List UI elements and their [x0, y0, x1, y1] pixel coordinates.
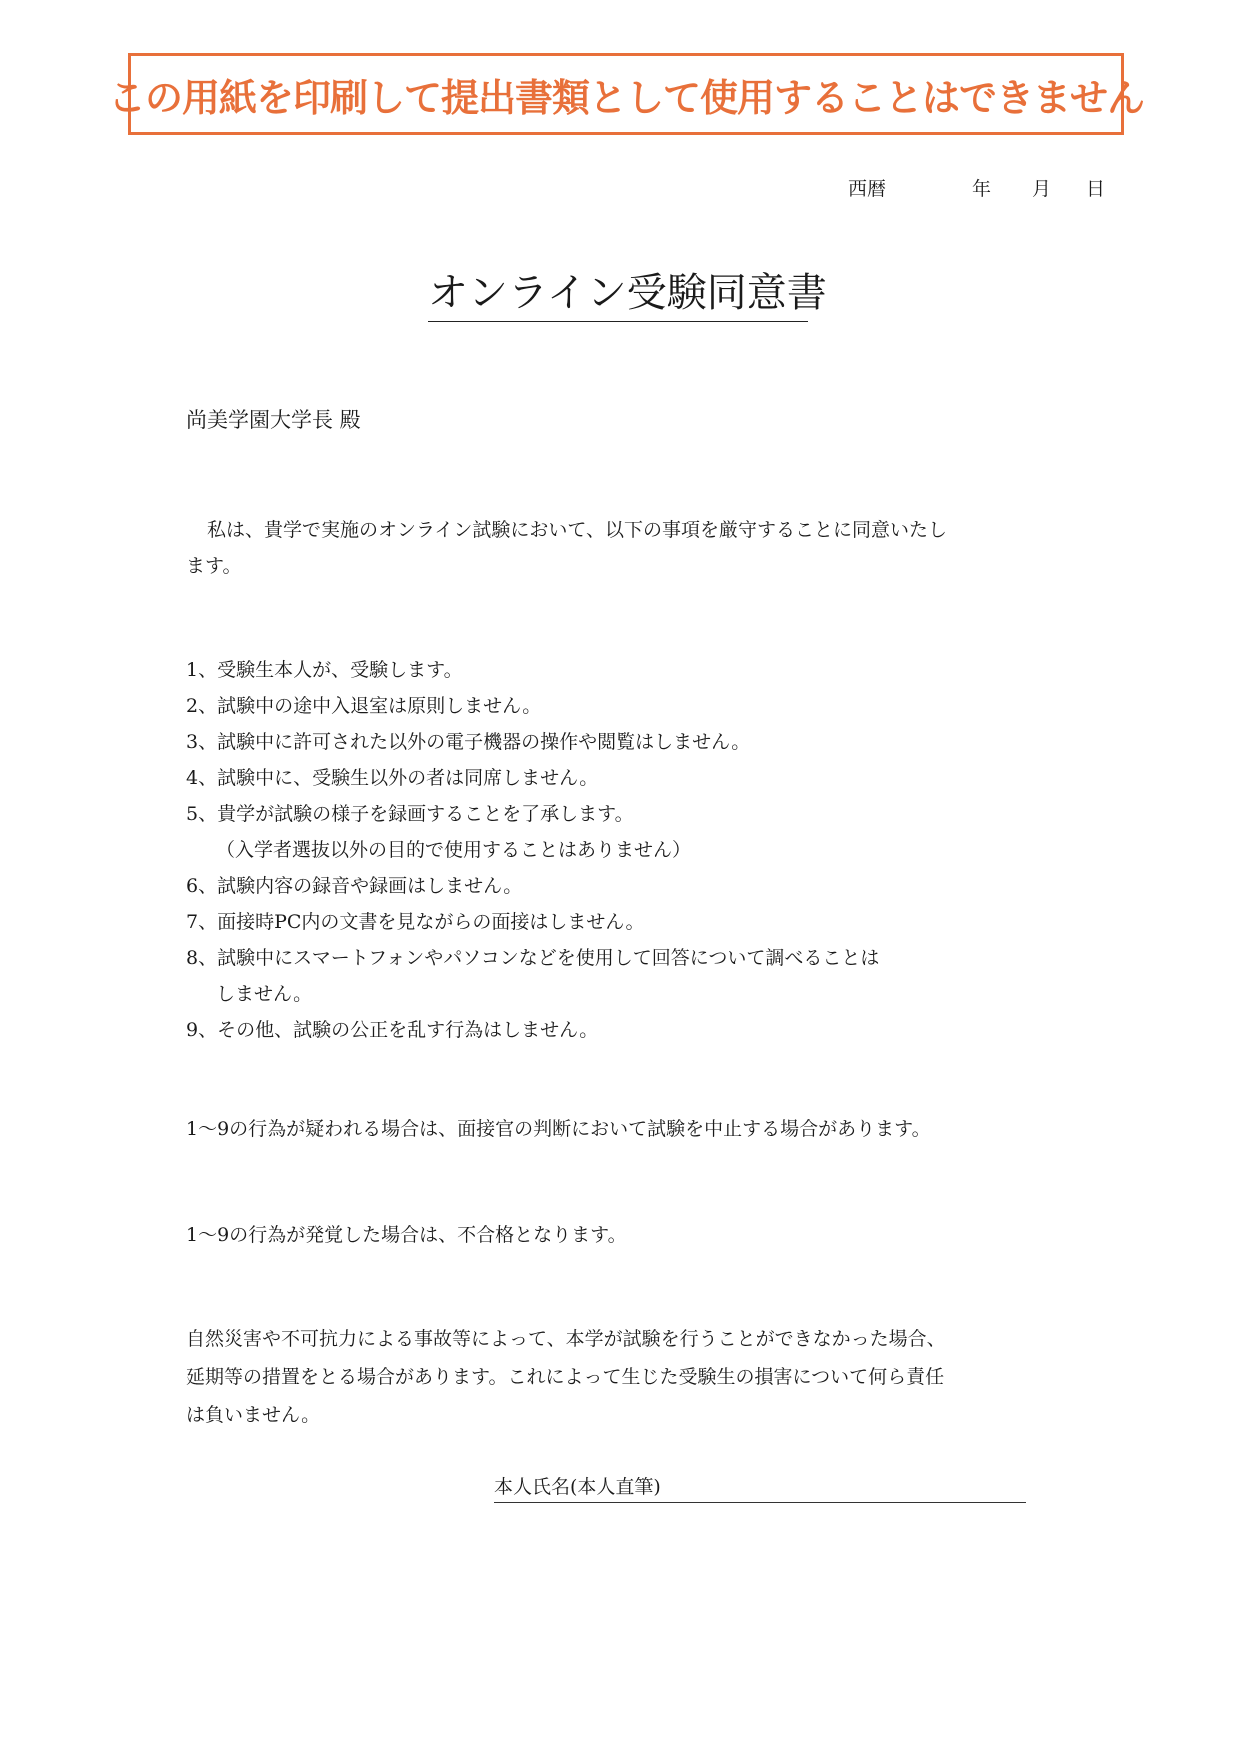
suspicion-note-text: 1～9の行為が疑われる場合は、面接官の判断において試験を中止する場合があります。 [186, 1118, 931, 1140]
disaster-note-line-2: 延期等の措置をとる場合があります。これによって生じた受験生の損害について何ら責任 [186, 1366, 945, 1388]
title-underline [428, 321, 808, 322]
discovery-note-text: 1～9の行為が発覚した場合は、不合格となります。 [186, 1224, 627, 1246]
disaster-note [186, 1320, 1036, 1434]
intro-line-2: ます。 [186, 555, 242, 577]
document-title: オンライン受験同意書 [428, 270, 827, 316]
intro-line-1: 私は、貴学で実施のオンライン試験において、以下の事項を厳守することに同意いたし [207, 519, 948, 541]
rule-item-6: 6、試験内容の録音や録画はしません。 [186, 875, 523, 897]
rule-item-2: 2、試験中の途中入退室は原則しません。 [186, 695, 542, 717]
rule-item-7: 7、面接時PC内の文書を見ながらの面接はしません。 [186, 911, 645, 933]
date-month-label: 月 [1032, 178, 1052, 200]
print-warning-text: この用紙を印刷して提出書類として使用することはできません [108, 75, 1145, 120]
addressee: 尚美学園大学長 殿 [186, 408, 361, 432]
rule-item-8-continued: しません。 [216, 983, 313, 1005]
disaster-note-line-1: 自然災害や不可抗力による事故等によって、本学が試験を行うことができなかった場合、 [186, 1328, 946, 1350]
suspicion-note [186, 1110, 1036, 1148]
disaster-note-line-3: は負いません。 [186, 1404, 321, 1426]
rule-item-3: 3、試験中に許可された以外の電子機器の操作や閲覧はしません。 [186, 731, 751, 753]
date-era-label: 西暦 [848, 178, 887, 200]
rules-list [186, 652, 1046, 1048]
date-year-label: 年 [972, 178, 992, 200]
rule-item-5-note: （入学者選抜以外の目的で使用することはありません） [216, 839, 692, 861]
signature-line[interactable] [494, 1502, 1026, 1503]
discovery-note [186, 1216, 1036, 1254]
intro-paragraph [186, 512, 1026, 584]
date-day-label: 日 [1086, 178, 1106, 200]
rule-item-1: 1、受験生本人が、受験します。 [186, 659, 463, 681]
rule-item-9: 9、その他、試験の公正を乱す行為はしません。 [186, 1019, 599, 1041]
rule-item-4: 4、試験中に、受験生以外の者は同席しません。 [186, 767, 599, 789]
date-line [848, 174, 1108, 200]
print-warning-banner [108, 53, 1145, 135]
rule-item-8: 8、試験中にスマートフォンやパソコンなどを使用して回答について調べることは [186, 947, 880, 969]
rule-item-5: 5、貴学が試験の様子を録画することを了承します。 [186, 803, 634, 825]
signature-label: 本人氏名(本人直筆) [494, 1476, 661, 1498]
